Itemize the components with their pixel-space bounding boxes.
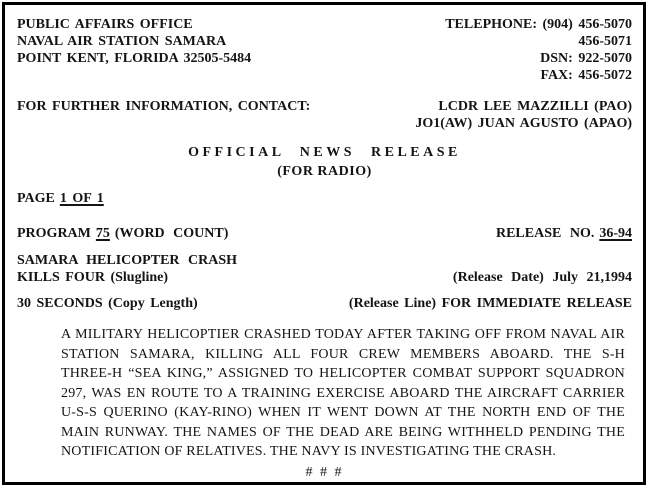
release-date: (Release Date) July 21,1994 xyxy=(452,270,632,285)
body-line: U-S-S QUERINO (KAY-RINO) WHEN IT WENT DOWN AT THE NORTH END OF THE xyxy=(61,405,625,420)
contact-pao: LCDR LEE MAZZILLI (PAO) xyxy=(438,99,632,114)
copy-length-row xyxy=(17,295,632,312)
body-line: 297, WAS EN ROUTE TO A TRAINING EXERCISE ABOARD THE AIRCRAFT CARRIER xyxy=(61,385,625,401)
body-line: THREE-H “SEA KING,” ASSIGNED TO HELICOPTER COMBAT SUPPORT SQUADRON xyxy=(61,366,625,381)
slugline-line2: KILLS FOUR (Slugline) xyxy=(17,270,169,285)
end-of-release-mark: # # # xyxy=(305,464,344,480)
release-number xyxy=(496,225,632,242)
slugline-row xyxy=(17,252,632,286)
telephone-number-alt: 456-5071 xyxy=(578,34,632,49)
release-number-label: RELEASE NO. xyxy=(495,226,595,241)
contact-section xyxy=(17,98,632,132)
contact-names-block xyxy=(415,98,632,132)
slugline-line1: SAMARA HELICOPTER CRASH xyxy=(17,253,238,268)
program-value: 75 xyxy=(95,226,110,241)
letterhead-office-block xyxy=(17,16,251,84)
program-word-count xyxy=(17,225,228,242)
page-label: PAGE xyxy=(17,191,55,206)
copy-length: 30 SECONDS (Copy Length) xyxy=(17,296,198,311)
page-value: 1 OF 1 xyxy=(59,191,104,206)
body-line: MAIN RUNWAY. THE NAMES OF THE DEAD ARE BEING WITHHELD PENDING THE xyxy=(61,424,625,440)
station-name: NAVAL AIR STATION SAMARA xyxy=(17,34,227,49)
release-title: OFFICIAL NEWS RELEASE xyxy=(188,145,461,160)
word-count-label: (WORD COUNT) xyxy=(114,226,229,241)
news-release-document xyxy=(2,2,646,485)
body-line: STATION SAMARA, KILLING ALL FOUR CREW MEMBERS ABOARD. THE S-H xyxy=(61,346,625,362)
body-line: A MILITARY HELICOPTIER CRASHED TODAY AFTER TAKING OFF FROM NAVAL AIR xyxy=(61,327,625,342)
contact-apao: JO1(AW) JUAN AGUSTO (APAO) xyxy=(415,116,632,131)
program-label: PROGRAM xyxy=(17,226,91,241)
body-line: NOTIFICATION OF RELATIVES. THE NAVY IS INVESTIGATING THE CRASH. xyxy=(61,444,557,459)
release-body xyxy=(61,325,625,462)
release-subtitle: (FOR RADIO) xyxy=(277,164,372,179)
letterhead xyxy=(17,16,632,84)
telephone-number: TELEPHONE: (904) 456-5070 xyxy=(445,17,632,32)
release-number-value: 36-94 xyxy=(599,226,632,241)
dsn-number: DSN: 922-5070 xyxy=(540,51,632,66)
office-name: PUBLIC AFFAIRS OFFICE xyxy=(17,17,193,32)
release-title-block xyxy=(17,144,632,180)
release-line: (Release Line) FOR IMMEDIATE RELEASE xyxy=(348,296,632,311)
station-address: POINT KENT, FLORIDA 32505-5484 xyxy=(17,51,252,66)
contact-label: FOR FURTHER INFORMATION, CONTACT: xyxy=(17,99,311,114)
program-row xyxy=(17,225,632,242)
slugline-block xyxy=(17,252,237,286)
letterhead-phone-block xyxy=(445,16,632,84)
page-indicator xyxy=(17,190,632,207)
fax-number: FAX: 456-5072 xyxy=(540,68,632,83)
